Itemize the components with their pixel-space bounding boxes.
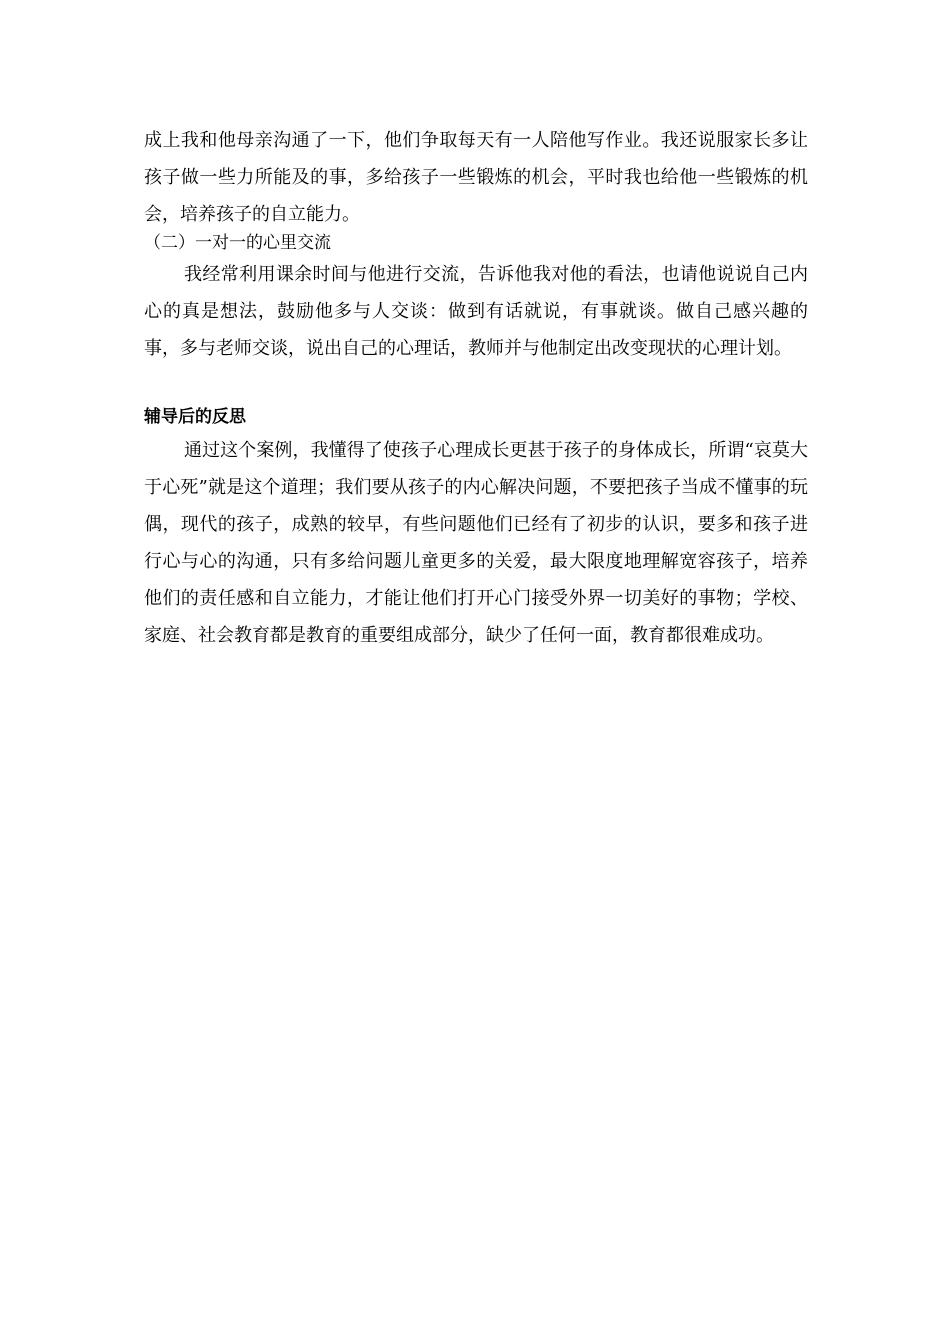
- paragraph-heart-talk: 我经常利用课余时间与他进行交流，告诉他我对他的看法，也请他说说自己内心的真是想法，鼓励他多与人交谈：做到有话就说，有事就谈。做自己感兴趣的事，多与老师交谈，说出自己的心理话，教师并与他制定出改变现状的心理计划。: [144, 264, 808, 359]
- section-heading-reflection: 辅导后的反思: [144, 407, 246, 427]
- document-body: [144, 122, 808, 654]
- paragraph-reflection: 通过这个案例，我懂得了使孩子心理成长更甚于孩子的身体成长，所谓“哀莫大于心死”就是这个道理；我们要从孩子的内心解决问题，不要把孩子当成不懂事的玩偶，现代的孩子，成熟的较早，有些问题他们已经有了初步的认识，要多和孩子进行心与心的沟通，只有多给问题儿童更多的关爱，最大限度地理解宽容孩子，培养他们的责任感和自立能力，才能让他们打开心门接受外界一切美好的事物；学校、家庭、社会教育都是教育的重要组成部分，缺少了任何一面，教育都很难成功。: [144, 440, 808, 646]
- paragraph-continued: 成上我和他母亲沟通了一下，他们争取每天有一人陪他写作业。我还说服家长多让孩子做一些力所能及的事，多给孩子一些锻炼的机会，平时我也给他一些锻炼的机会，培养孩子的自立能力。: [144, 130, 808, 225]
- paragraph-gap: [144, 367, 808, 402]
- subheading-one-on-one: （二）一对一的心里交流: [144, 233, 331, 253]
